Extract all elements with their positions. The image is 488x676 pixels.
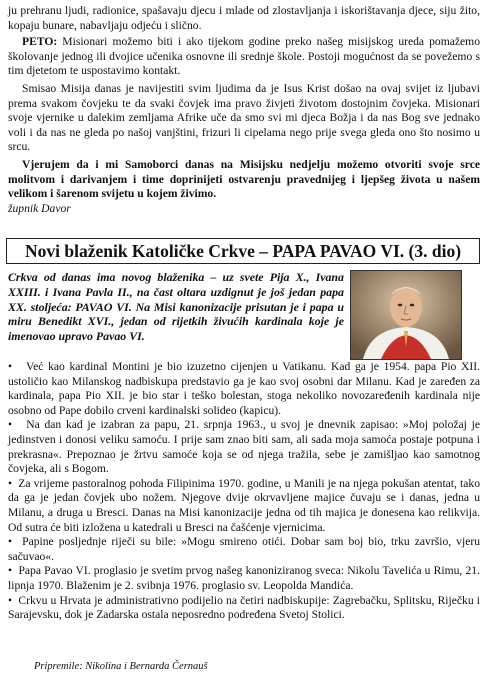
article-intro: Crkva od danas ima novog blaženika – uz svete Pija X., Ivana XXIII. i Ivana Pavla II., na čast oltara uzdignut je još jedan papa XX. stoljeća: PAVAO VI. Na Misi kanonizacije prisutan je i papa u miru Benedikt XVI., jedan od rijetkih živućih kardinala koje je imenovao upravo Pavao VI.	[8, 270, 344, 344]
article-credit: Pripremile: Nikolina i Bernarda Černauš	[34, 661, 208, 672]
peto-label: PETO:	[22, 35, 58, 49]
paragraph-belief: Vjerujem da i mi Samoborci danas na Misijsku nedjelju možemo otvoriti svoje srce molitvom i darivanjem i time doprinijeti ostvarenju pravednijeg i ljepšeg života u našem velikom i šarenom svijetu u kojem živimo.	[8, 157, 480, 201]
article-title: Novi blaženik Katoličke Crkve – PAPA PAVAO VI. (3. dio)	[6, 238, 480, 264]
bullet-item	[8, 535, 480, 564]
paragraph-meaning: Smisao Misija danas je navijestiti svim ljudima da je Isus Krist došao na ovaj svijet iz ljubavi prema svakom čovjeku te da svaki čovjek ima pravo živjeti životom dostojnim čovjeka. Misionari svoje vjernike u dalekim zemljama Afrike uče da smo svi mi djeca Božja i da nas Bog sve jednako voli i da nas ne gleda po našoj vanjštini, frizuri li cipelama nego prije svega gleda ono što nosimo u srcu.	[8, 81, 480, 154]
bullet-item	[8, 477, 480, 535]
bullet-text: Za vrijeme pastoralnog pohoda Filipinima 1970. godine, u Manili je na njega pokušan atentat, tako da ga je jedan čovjek ubo nožem. Njegove dvije okrvavljene majice čuvaju se i danas, jedna u Milanu, a druga u Bresci. Danas na Misi kanonizacije jedna od tih majica je donesena kao relikvija. Od sutra će biti izložena u katedrali u Bresci na čašćenje vjernicima.	[8, 476, 480, 534]
bullet-char: •	[8, 535, 13, 549]
peto-text: Misionari možemo biti i ako tijekom godine preko našeg misijskog ureda pomažemo školovanje jednog ili dvojice učenika osnovne ili srednje škole. Postoji mogućnost da se povežemo s tim djetetom te uspostavimo kontakt.	[8, 35, 480, 78]
bullet-text: Na dan kad je izabran za papu, 21. srpnja 1963., u svoj je dnevnik zapisao: »Moj položaj je jedinstven i donosi veliku samoću. I prije sam znao biti sam, ali sada moja samoća postaje potpuna i prekrasna«. Prepoznao je žrtvu samoće koja se od njega tražila, sebe je zamišljao kao samotnog čovjeka, ali s Bogom.	[8, 418, 480, 476]
paragraph-projects: ju prehranu ljudi, radionice, spašavaju djecu i mlade od zlostavljanja i iskorištavanja djece, siju žito, kopaju bunare, nabavljaju odjeću i slično.	[8, 4, 480, 32]
bullet-item	[8, 360, 480, 418]
bullet-text: Papine posljednje riječi su bile: »Mogu smireno otići. Dobar sam boj bio, trku završio, vjeru sačuvao«.	[8, 535, 481, 563]
bullet-item	[8, 594, 480, 623]
bullet-text: Već kao kardinal Montini je bio izuzetno cijenjen u Vatikanu. Kad ga je 1954. papa Pio XII. ustoličio kao Milanskog nadbiskupa predstavio ga je kao svoj osobni dar Milanu. Kad je zaređen za kardinala, papa Pio XII. je bio star i teško bolestan, stoga nekoliko novozaređenih kardinala nije osobno od Pape dobilo crveni kardinalski solideo (kapicu).	[8, 360, 480, 417]
author-signature: župnik Davor	[8, 201, 71, 215]
bullet-char: •	[8, 564, 13, 578]
bullet-item	[8, 564, 480, 593]
bullet-char: •	[8, 418, 13, 432]
bullet-item	[8, 418, 480, 476]
paragraph-peto	[8, 35, 480, 79]
portrait-drawing	[351, 271, 461, 359]
bullet-text: Crkvu u Hrvata je administrativno podijelio na četiri nadbiskupije: Zagrebačku, Splitsku, Riječku i Sarajevsku, dok je Zadarska ostala neposredno podređena Svetoj Stolici.	[8, 593, 481, 622]
pope-portrait-image	[350, 270, 462, 360]
bullet-text: Papa Pavao VI. proglasio je svetim prvog našeg kanoniziranog sveca: Nikolu Tavelića u Rimu, 21. lipnja 1970. Blaženim je 2. svibnja 1976. proglasio sv. Leopolda Mandića.	[8, 564, 480, 592]
top-section	[8, 4, 480, 216]
bullet-char: •	[8, 476, 13, 490]
bullet-char: •	[8, 360, 13, 373]
bullet-char: •	[8, 593, 13, 607]
article-bullets	[8, 360, 480, 623]
